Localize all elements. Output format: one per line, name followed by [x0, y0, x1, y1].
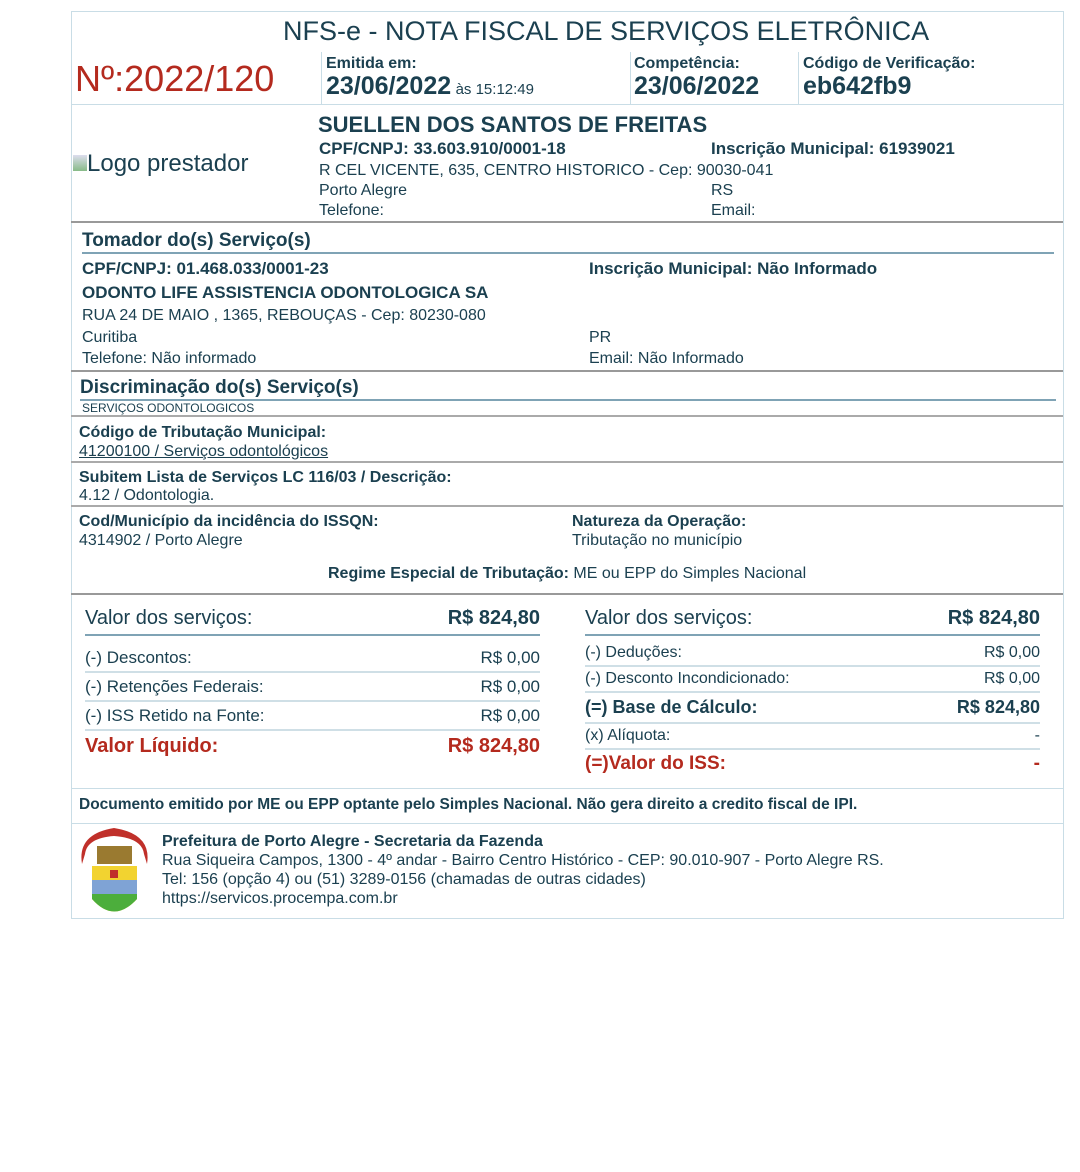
document-title: NFS-e - NOTA FISCAL DE SERVIÇOS ELETRÔNICA: [283, 16, 930, 46]
logo-prestador: Logo prestador: [73, 150, 248, 178]
tomador-cpf: CPF/CNPJ: 01.468.033/0001-23: [82, 259, 329, 278]
natureza-value: Tributação no município: [572, 532, 743, 549]
natureza-label: Natureza da Operação:: [572, 513, 747, 530]
footer-tel: Tel: 156 (opção 4) ou (51) 3289-0156 (chamadas de outras cidades): [162, 871, 646, 888]
tomador-telefone: Telefone: Não informado: [82, 350, 257, 367]
right-valor-iss: (=)Valor do ISS: -: [585, 753, 1040, 774]
emitida-date: 23/06/2022: [326, 72, 452, 100]
prestador-im: Inscrição Municipal: 61939021: [711, 139, 955, 158]
porto-alegre-coat-of-arms-icon: [72, 824, 157, 919]
prestador-cpf: CPF/CNPJ: 33.603.910/0001-18: [319, 139, 566, 158]
emitida-label: Emitida em:: [326, 55, 417, 72]
left-valor-liquido: Valor Líquido: R$ 824,80: [85, 735, 540, 757]
tomador-cidade: Curitiba: [82, 329, 138, 346]
broken-image-icon: [73, 155, 87, 171]
right-base-calculo: (=) Base de Cálculo: R$ 824,80: [585, 697, 1040, 724]
left-iss-retido: (-) ISS Retido na Fonte: R$ 0,00: [85, 706, 540, 731]
regime-value: ME ou EPP do Simples Nacional: [573, 565, 807, 582]
codigo-label: Código de Verificação:: [803, 55, 976, 72]
left-retencoes: (-) Retenções Federais: R$ 0,00: [85, 677, 540, 702]
competencia-value: 23/06/2022: [634, 72, 760, 100]
right-deducoes: (-) Deduções: R$ 0,00: [585, 644, 1040, 667]
prestador-endereco: R CEL VICENTE, 635, CENTRO HISTORICO - Cep: 90030-041: [319, 162, 774, 179]
competencia-label: Competência:: [634, 55, 740, 72]
right-aliquota: (x) Alíquota: -: [585, 727, 1040, 750]
regime-label: Regime Especial de Tributação:: [328, 565, 569, 582]
prestador-cidade: Porto Alegre: [319, 182, 408, 199]
discriminacao-heading: Discriminação do(s) Serviço(s): [80, 377, 1056, 401]
simples-notice: Documento emitido por ME ou EPP optante pelo Simples Nacional. Não gera direito a credito fiscal de IPI.: [79, 796, 858, 813]
right-desconto-incond: (-) Desconto Incondicionado: R$ 0,00: [585, 670, 1040, 693]
prestador-uf: RS: [711, 182, 734, 199]
prestador-nome: SUELLEN DOS SANTOS DE FREITAS: [318, 112, 708, 137]
tomador-uf: PR: [589, 329, 612, 346]
municipio-label: Cod/Município da incidência do ISSQN:: [79, 513, 379, 530]
footer-url[interactable]: https://servicos.procempa.com.br: [162, 890, 398, 907]
tomador-nome: ODONTO LIFE ASSISTENCIA ODONTOLOGICA SA: [82, 283, 489, 302]
subitem-value: 4.12 / Odontologia.: [79, 487, 215, 504]
codigo-value: eb642fb9: [803, 72, 912, 100]
municipio-value: 4314902 / Porto Alegre: [79, 532, 243, 549]
footer-org: Prefeitura de Porto Alegre - Secretaria da Fazenda: [162, 833, 543, 850]
footer-endereco: Rua Siqueira Campos, 1300 - 4º andar - Bairro Centro Histórico - CEP: 90.010-907 - Porto Alegre RS.: [162, 852, 884, 869]
prestador-email: Email:: [711, 202, 756, 219]
tomador-heading: Tomador do(s) Serviço(s): [82, 230, 1054, 254]
tomador-email: Email: Não Informado: [589, 350, 744, 367]
codigo-trib-value: 41200100 / Serviços odontológicos: [79, 443, 329, 460]
left-valor-servicos: Valor dos serviços: R$ 824,80: [85, 607, 540, 636]
discriminacao-text: SERVIÇOS ODONTOLOGICOS: [82, 401, 255, 415]
subitem-label: Subitem Lista de Serviços LC 116/03 / Descrição:: [79, 469, 452, 486]
right-valor-servicos: Valor dos serviços: R$ 824,80: [585, 607, 1040, 636]
prestador-telefone: Telefone:: [319, 202, 384, 219]
codigo-trib-label: Código de Tributação Municipal:: [79, 424, 327, 441]
tomador-im: Inscrição Municipal: Não Informado: [589, 259, 878, 278]
emitida-time: às 15:12:49: [455, 81, 534, 98]
tomador-endereco: RUA 24 DE MAIO , 1365, REBOUÇAS - Cep: 80230-080: [82, 307, 486, 324]
nota-number: Nº:2022/120: [75, 58, 275, 99]
left-descontos: (-) Descontos: R$ 0,00: [85, 648, 540, 673]
